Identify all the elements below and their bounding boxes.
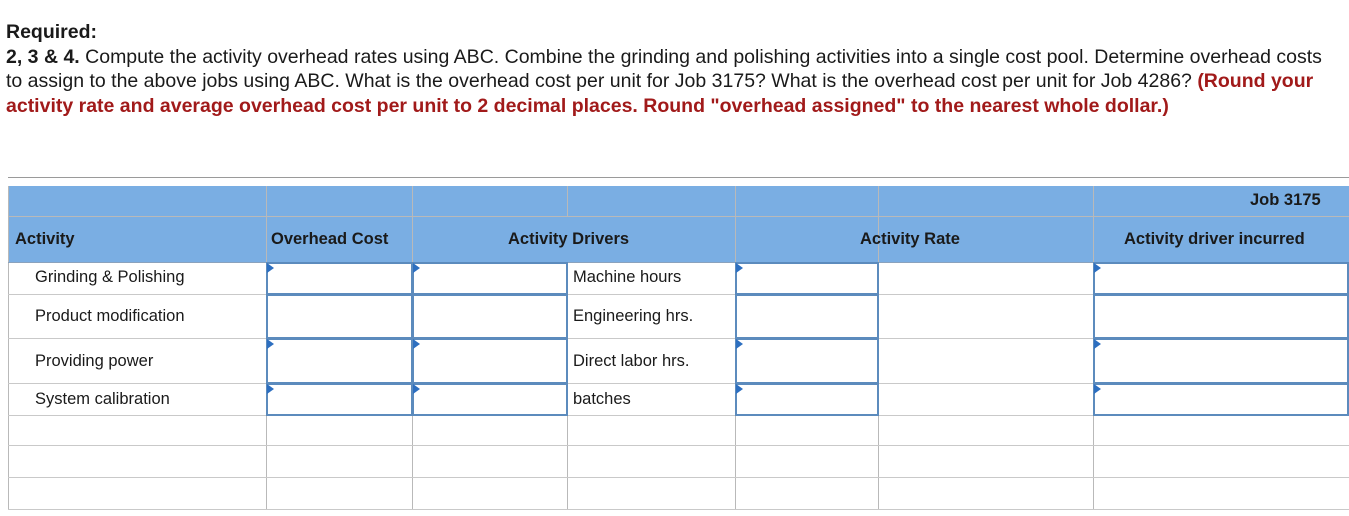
input-marker-icon	[736, 384, 743, 394]
input-marker-icon	[413, 263, 420, 273]
driver-label: Machine hours	[573, 268, 682, 286]
column-header-driver-incurred: Activity driver incurred	[1124, 230, 1305, 248]
required-heading: Required:	[6, 21, 98, 43]
grid-line	[8, 186, 9, 510]
grid-line	[8, 216, 1349, 217]
activity-driver-quantity-input[interactable]	[412, 262, 568, 295]
input-marker-icon	[267, 263, 274, 273]
column-header-activity-rate: Activity Rate	[860, 230, 960, 248]
activity-label: System calibration	[35, 390, 170, 408]
activity-rate-input[interactable]	[735, 262, 879, 295]
column-header-activity-drivers: Activity Drivers	[508, 230, 630, 248]
question-text	[6, 45, 1341, 119]
job-3175-driver-input[interactable]	[1093, 338, 1349, 384]
input-marker-icon	[1094, 339, 1101, 349]
overhead-cost-input[interactable]	[266, 262, 413, 295]
activity-driver-quantity-input[interactable]	[412, 383, 568, 416]
instructions	[6, 20, 1341, 118]
activity-driver-quantity-input[interactable]	[412, 294, 568, 339]
grid-line	[8, 445, 1349, 446]
activity-rate-input[interactable]	[735, 383, 879, 416]
activity-label: Product modification	[35, 307, 185, 325]
driver-label: batches	[573, 390, 631, 408]
activity-driver-quantity-input[interactable]	[412, 338, 568, 384]
job-3175-driver-input[interactable]	[1093, 383, 1349, 416]
job-3175-driver-input[interactable]	[1093, 262, 1349, 295]
column-header-overhead-cost: Overhead Cost	[271, 230, 389, 248]
overhead-cost-input[interactable]	[266, 294, 413, 339]
activity-rate-input[interactable]	[735, 294, 879, 339]
driver-label: Engineering hrs.	[573, 307, 694, 325]
grid-line	[8, 509, 1349, 510]
header-row-group	[8, 186, 1349, 216]
activity-rate-input[interactable]	[735, 338, 879, 384]
overhead-cost-input[interactable]	[266, 338, 413, 384]
input-marker-icon	[267, 384, 274, 394]
input-marker-icon	[413, 339, 420, 349]
input-marker-icon	[413, 384, 420, 394]
input-marker-icon	[1094, 263, 1101, 273]
activity-label: Grinding & Polishing	[35, 268, 185, 286]
question-number: 2, 3 & 4.	[6, 45, 80, 68]
column-header-activity: Activity	[15, 230, 75, 248]
job-3175-driver-input[interactable]	[1093, 294, 1349, 339]
input-marker-icon	[736, 339, 743, 349]
grid-line	[8, 477, 1349, 478]
rounding-note: (Round your activity rate and average overhead cost per unit to 2 decimal places. Round "overhead assigned" to the nearest whole dollar.)	[6, 70, 1314, 117]
grid-line	[567, 186, 568, 217]
question-body: Compute the activity overhead rates using ABC. Combine the grinding and polishing activities into a single cost pool. Determine overhead costs to assign to the above jobs using ABC. What is the overhead cost per unit for Job 3175? What is the overhead cost per unit for Job 4286?	[6, 45, 1322, 92]
input-marker-icon	[736, 263, 743, 273]
driver-label: Direct labor hrs.	[573, 352, 690, 370]
job-3175-header: Job 3175	[1250, 191, 1321, 209]
input-marker-icon	[267, 339, 274, 349]
activity-label: Providing power	[35, 352, 154, 370]
table-top-border	[8, 177, 1349, 178]
input-marker-icon	[1094, 384, 1101, 394]
overhead-cost-input[interactable]	[266, 383, 413, 416]
abc-worksheet	[8, 177, 1349, 510]
